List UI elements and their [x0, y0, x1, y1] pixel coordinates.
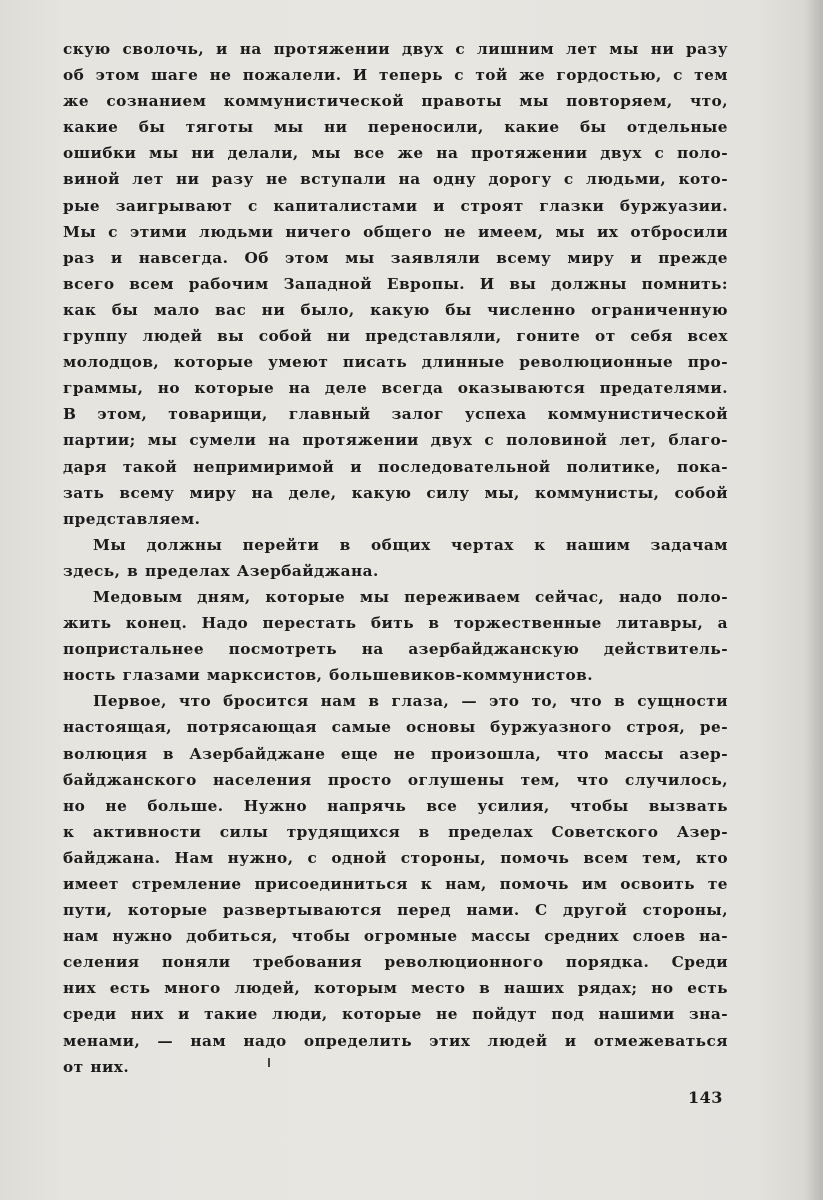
text-line: среди них и такие люди, которые не пойдут под нашими зна-	[63, 1005, 728, 1024]
text-line: даря такой непримиримой и последовательной политике, пока-	[63, 457, 728, 476]
text-line: пути, которые развертываются перед нами. С другой стороны,	[63, 901, 728, 920]
text-line: к активности силы трудящихся в пределах Советского Азер-	[63, 822, 728, 841]
text-line: имеет стремление присоединиться к нам, помочь им освоить те	[63, 875, 728, 893]
text-line: Мы должны перейти в общих чертах к нашим задачам	[93, 535, 728, 554]
text-line: В этом, товарищи, главный залог успеха коммунистической	[63, 405, 728, 424]
text-line: молодцов, которые умеют писать длинные революционные про-	[63, 353, 728, 372]
text-line: от них.	[63, 1057, 130, 1076]
text-line: Первое, что бросится нам в глаза, — это то, что в сущности	[93, 692, 728, 711]
text-line: настоящая, потрясающая самые основы буржуазного строя, ре-	[63, 718, 728, 737]
text-line: байджанского населения просто оглушены тем, что случилось,	[63, 770, 728, 789]
text-line: селения поняли требования революционного порядка. Среди	[63, 953, 728, 972]
text-line: об этом шаге не пожалели. И теперь с той же гордостью, с тем	[63, 66, 728, 85]
text-line: граммы, но которые на деле всегда оказываются предателями.	[63, 379, 728, 398]
text-line: ность глазами марксистов, большевиков-коммунистов.	[63, 666, 594, 685]
ink-speck	[268, 1058, 270, 1067]
text-line: представляем.	[63, 509, 201, 528]
text-line: Мы с этими людьми ничего общего не имеем, мы их отбросили	[63, 222, 728, 241]
text-line: рые заигрывают с капиталистами и строят глазки буржуазии.	[63, 196, 728, 215]
text-line: байджана. Нам нужно, с одной стороны, помочь всем тем, кто	[63, 848, 728, 867]
text-line: раз и навсегда. Об этом мы заявляли всему миру и прежде	[63, 248, 728, 267]
paragraph	[63, 532, 728, 584]
text-line: попристальнее посмотреть на азербайджанскую действитель-	[63, 640, 728, 659]
text-line: Медовым дням, которые мы переживаем сейчас, надо поло-	[93, 587, 728, 606]
text-line: всего всем рабочим Западной Европы. И вы должны помнить:	[63, 274, 728, 293]
text-line: как бы мало вас ни было, какую бы численно ограниченную	[63, 300, 728, 319]
page-edge-shadow	[805, 0, 823, 1200]
text-line: зать всему миру на деле, какую силу мы, коммунисты, собой	[63, 483, 728, 502]
text-line: виной лет ни разу не вступали на одну дорогу с людьми, кото-	[63, 170, 728, 189]
text-line: но не больше. Нужно напрячь все усилия, чтобы вызвать	[63, 796, 728, 815]
paragraph	[63, 36, 728, 532]
text-line: менами, — нам надо определить этих людей и отмежеваться	[63, 1031, 728, 1050]
text-line: же сознанием коммунистической правоты мы повторяем, что,	[63, 92, 728, 111]
paragraph	[63, 584, 728, 688]
text-line: партии; мы сумели на протяжении двух с половиной лет, благо-	[63, 431, 728, 450]
text-line: здесь, в пределах Азербайджана.	[63, 561, 379, 580]
text-line: ошибки мы ни делали, мы все же на протяжении двух с поло-	[63, 144, 728, 163]
paragraph	[63, 688, 728, 1079]
text-line: скую сволочь, и на протяжении двух с лишним лет мы ни разу	[63, 40, 728, 58]
body-text	[63, 36, 728, 1080]
text-line: нам нужно добиться, чтобы огромные массы средних слоев на-	[63, 927, 728, 946]
text-line: них есть много людей, которым место в наших рядах; но есть	[63, 979, 728, 998]
text-line: группу людей вы собой ни представляли, гоните от себя всех	[63, 327, 728, 346]
text-line: какие бы тяготы мы ни переносили, какие бы отдельные	[63, 118, 728, 137]
page-number: 143	[688, 1088, 723, 1107]
text-line: волюция в Азербайджане еще не произошла, что массы азер-	[63, 744, 728, 763]
text-line: жить конец. Надо перестать бить в торжественные литавры, а	[63, 614, 728, 633]
